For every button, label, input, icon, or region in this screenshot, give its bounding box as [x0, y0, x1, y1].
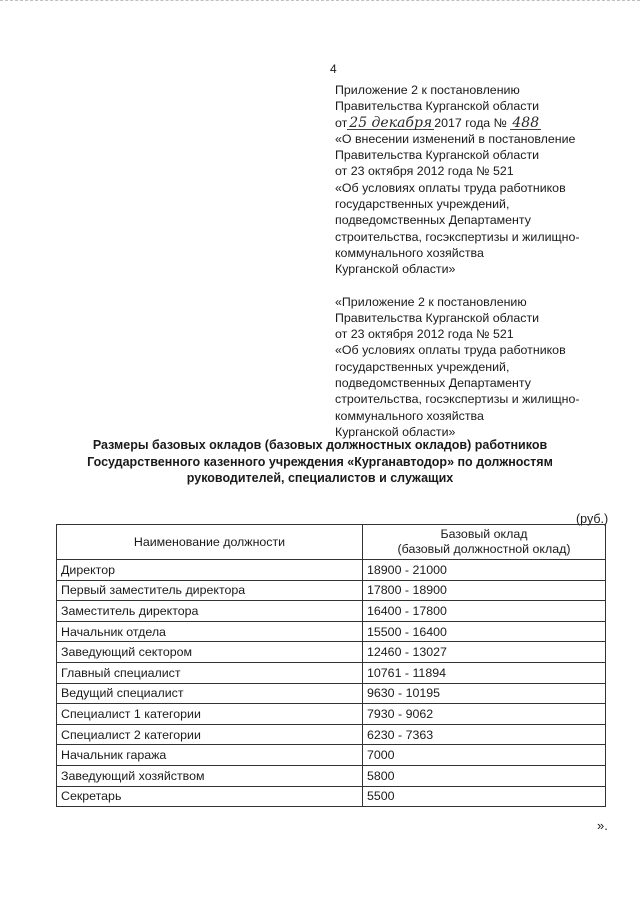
annex-header-line: Курганской области»	[335, 262, 456, 277]
annex-header-line: Приложение 2 к постановлению	[335, 83, 520, 97]
page-number: 4	[330, 62, 337, 76]
title-line: Государственного казенного учреждения «Курганавтодор» по должностям	[87, 454, 553, 469]
annex-header-line: Правительства Курганской области	[335, 99, 540, 114]
date-prefix: от	[335, 115, 348, 130]
annex-header-line: государственных учреждений,	[335, 197, 510, 212]
annex-header-line: Правительства Курганской области	[335, 148, 540, 163]
title-line: руководителей, специалистов и служащих	[186, 471, 454, 485]
table-header-row	[57, 525, 606, 560]
table-row	[57, 601, 606, 622]
position-cell: Секретарь	[57, 786, 363, 807]
header-position: Наименование должности	[57, 525, 363, 560]
handwritten-number: 488	[512, 114, 540, 131]
table-row	[57, 560, 606, 581]
salary-cell: 15500 - 16400	[363, 621, 606, 642]
handwritten-date: 25 декабря	[349, 114, 433, 131]
table-row	[57, 662, 606, 683]
salary-cell: 5500	[363, 786, 606, 807]
closing-quote: ».	[597, 818, 608, 833]
currency-unit: (руб.)	[576, 512, 609, 526]
salary-cell: 6230 - 7363	[363, 724, 606, 745]
position-cell: Первый заместитель директора	[57, 580, 363, 601]
position-cell: Заведующий сектором	[57, 642, 363, 663]
annex-original-line: подведомственных Департаменту	[335, 376, 531, 391]
position-cell: Заведующий хозяйством	[57, 765, 363, 786]
annex-header-line: коммунального хозяйства	[335, 245, 484, 260]
table-row	[57, 745, 606, 766]
annex-header-line: «Об условиях оплаты труда работников	[335, 180, 566, 195]
annex-original-line: Курганской области»	[335, 424, 456, 439]
salary-cell: 7000	[363, 745, 606, 766]
table-row	[57, 683, 606, 704]
annex-header-block	[335, 82, 625, 440]
annex-header-line: строительства, госэкспертизы и жилищно-	[335, 229, 580, 244]
table-row	[57, 704, 606, 725]
title-line: Размеры базовых окладов (базовых должностных окладов) работников	[92, 438, 548, 452]
annex-header-line: подведомственных Департаменту	[335, 213, 531, 228]
salary-cell: 17800 - 18900	[363, 580, 606, 601]
annex-header-date-line	[335, 115, 625, 131]
salary-cell: 18900 - 21000	[363, 560, 606, 581]
position-cell: Специалист 2 категории	[57, 724, 363, 745]
annex-header-line: от 23 октября 2012 года № 521	[335, 164, 514, 179]
salary-cell: 12460 - 13027	[363, 642, 606, 663]
header-salary	[363, 525, 606, 560]
annex-original-line: коммунального хозяйства	[335, 408, 484, 423]
annex-original-line: «Об условиях оплаты труда работников	[335, 343, 566, 358]
scan-edge-artifact	[0, 0, 640, 7]
document-title	[60, 437, 580, 487]
position-cell: Начальник гаража	[57, 745, 363, 766]
annex-original-line: государственных учреждений,	[335, 359, 510, 374]
header-salary-line: (базовый должностной оклад)	[397, 542, 571, 556]
annex-original-line: от 23 октября 2012 года № 521	[335, 327, 514, 342]
position-cell: Директор	[57, 560, 363, 581]
salary-cell: 16400 - 17800	[363, 601, 606, 622]
table-row	[57, 724, 606, 745]
header-salary-line: Базовый оклад	[440, 527, 528, 541]
table-row	[57, 621, 606, 642]
spacer	[335, 278, 625, 294]
salary-cell: 9630 - 10195	[363, 683, 606, 704]
position-cell: Заместитель директора	[57, 601, 363, 622]
annex-original-line: Правительства Курганской области	[335, 310, 540, 325]
position-cell: Главный специалист	[57, 662, 363, 683]
table-row	[57, 642, 606, 663]
position-cell: Начальник отдела	[57, 621, 363, 642]
salary-table	[56, 524, 606, 807]
position-cell: Ведущий специалист	[57, 683, 363, 704]
table-row	[57, 580, 606, 601]
annex-header-line: «О внесении изменений в постановление	[335, 131, 576, 146]
salary-cell: 10761 - 11894	[363, 662, 606, 683]
table-row	[57, 765, 606, 786]
salary-cell: 7930 - 9062	[363, 704, 606, 725]
annex-original-line: строительства, госэкспертизы и жилищно-	[335, 392, 580, 407]
salary-cell: 5800	[363, 765, 606, 786]
table-row	[57, 786, 606, 807]
position-cell: Специалист 1 категории	[57, 704, 363, 725]
annex-original-line: «Приложение 2 к постановлению	[335, 294, 527, 309]
date-suffix: 2017 года №	[434, 115, 507, 130]
